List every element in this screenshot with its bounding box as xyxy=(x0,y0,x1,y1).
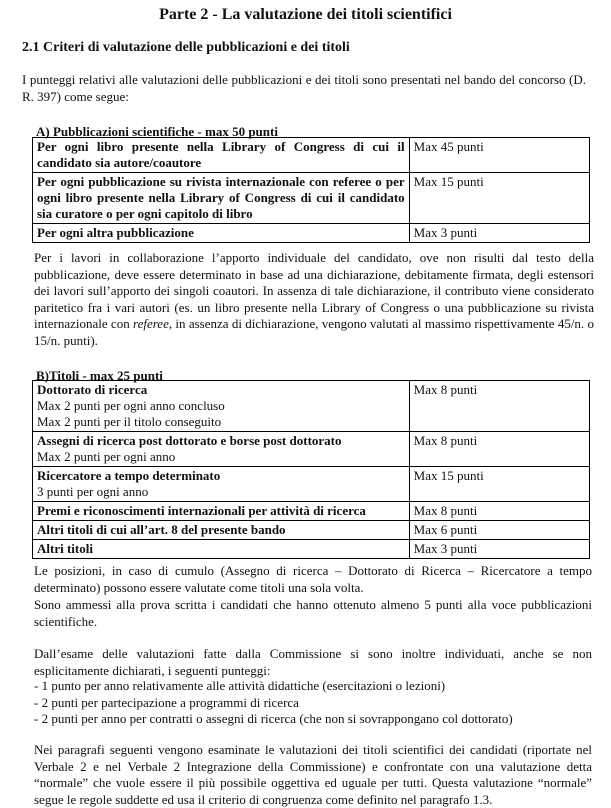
table-b-caption: B)Titoli - max 25 punti xyxy=(36,368,163,383)
table-row xyxy=(33,224,590,243)
criterion-cell: Altri titoli di cui all’art. 8 del presente bando xyxy=(33,521,410,540)
final-paragraph: Nei paragrafi seguenti vengono esaminate le valutazioni dei titoli scientifici dei candidati (riportate nel Verbale 2 e nel Verbale 2 Integrazione della Commissione) e confrontate con una valutazione detta “normale” che vuole essere il più possibile oggettiva ed uguale per tutti. Questa valutazione “normale” segue le regole suddette ed usa il criterio di congruenza come definito nel paragrafo 1.3. xyxy=(34,742,592,807)
criterion-cell xyxy=(33,467,410,502)
table-row xyxy=(33,521,590,540)
table-row xyxy=(33,502,590,521)
titles-table xyxy=(32,380,590,559)
criterion-title: Dottorato di ricerca xyxy=(37,382,148,397)
points-cell: Max 8 punti xyxy=(409,381,589,432)
list-item: - 2 punti per partecipazione a programmi di ricerca xyxy=(34,694,299,710)
scores-list xyxy=(34,678,592,728)
criterion-cell: Per ogni pubblicazione su rivista internazionale con referee o per ogni libro presente nella Library of Congress di cui il candidato sia curatore o per ogni capitolo di libro xyxy=(33,173,410,224)
table-row xyxy=(33,138,590,173)
criterion-title: Assegni di ricerca post dottorato e borse post dottorato xyxy=(37,433,342,448)
criterion-detail: Max 2 punti per ogni anno concluso xyxy=(37,398,225,413)
criterion-detail: 3 punti per ogni anno xyxy=(37,484,149,499)
table-row xyxy=(33,381,590,432)
points-cell: Max 15 punti xyxy=(409,467,589,502)
referee-emphasis: referee xyxy=(133,316,169,331)
points-cell: Max 45 punti xyxy=(409,138,589,173)
collaboration-paragraph xyxy=(34,250,594,349)
table-row xyxy=(33,173,590,224)
collaboration-text-1: Per i lavori in collaborazione l’apporto individuale del candidato, ove non risulti dal testo della pubblicazione, deve essere determinato in base ad una dichiarazione, debitamente firmata, degli estensori dei lavori sull’apporto dei singoli coautori. In assenza di tale dichiarazione, il contributo viene considerato paritetico fra i vari autori (es. un libro presente nella Library of Congress o una pubblicazione su rivista internazionale con xyxy=(34,250,594,331)
publications-table xyxy=(32,137,590,243)
criterion-cell xyxy=(33,432,410,467)
page-title: Parte 2 - La valutazione dei titoli scientifici xyxy=(159,6,452,23)
cumulo-paragraph: Le posizioni, in caso di cumulo (Assegno di ricerca – Dottorato di Ricerca – Ricercatore a tempo determinato) possono essere valutate come titoli una sola volta. xyxy=(34,563,592,595)
criterion-cell: Altri titoli xyxy=(33,540,410,559)
criterion-cell xyxy=(33,381,410,432)
criterion-detail: Max 2 punti per ogni anno xyxy=(37,449,176,464)
intro-paragraph: I punteggi relativi alle valutazioni delle pubblicazioni e dei titoli sono presentati nel bando del concorso (D. R. 397) come segue: xyxy=(22,72,586,104)
criterion-cell: Per ogni libro presente nella Library of Congress di cui il candidato sia autore/coautore xyxy=(33,138,410,173)
points-cell: Max 8 punti xyxy=(409,432,589,467)
examination-paragraph: Dall’esame delle valutazioni fatte dalla Commissione si sono inoltre individuati, anche se non esplicitamente dichiarati, i seguenti punteggi: xyxy=(34,646,592,678)
points-cell: Max 6 punti xyxy=(409,521,589,540)
section-heading: 2.1 Criteri di valutazione delle pubblicazioni e dei titoli xyxy=(22,40,350,55)
criterion-title: Ricercatore a tempo determinato xyxy=(37,468,221,483)
table-row xyxy=(33,467,590,502)
criterion-cell: Per ogni altra pubblicazione xyxy=(33,224,410,243)
points-cell: Max 3 punti xyxy=(409,540,589,559)
list-item: - 1 punto per anno relativamente alle attività didattiche (esercitazioni o lezioni) xyxy=(34,678,446,693)
points-cell: Max 3 punti xyxy=(409,224,589,243)
table-row xyxy=(33,432,590,467)
list-item: - 2 punti per anno per contratti o assegni di ricerca (che non si sovrappongano col dottorato) xyxy=(34,711,513,726)
table-a-caption: A) Pubblicazioni scientifiche - max 50 punti xyxy=(36,124,278,139)
points-cell: Max 15 punti xyxy=(409,173,589,224)
admission-paragraph: Sono ammessi alla prova scritta i candidati che hanno ottenuto almeno 5 punti alla voce pubblicazioni scientifiche. xyxy=(34,597,592,629)
criterion-detail: Max 2 punti per il titolo conseguito xyxy=(37,414,222,429)
criterion-cell: Premi e riconoscimenti internazionali per attività di ricerca xyxy=(33,502,410,521)
table-row xyxy=(33,540,590,559)
points-cell: Max 8 punti xyxy=(409,502,589,521)
collaboration-text-2: , in assenza di dichiarazione, vengono valutati al massimo rispettivamente 45/n. o 15/n. punti). xyxy=(34,316,594,348)
